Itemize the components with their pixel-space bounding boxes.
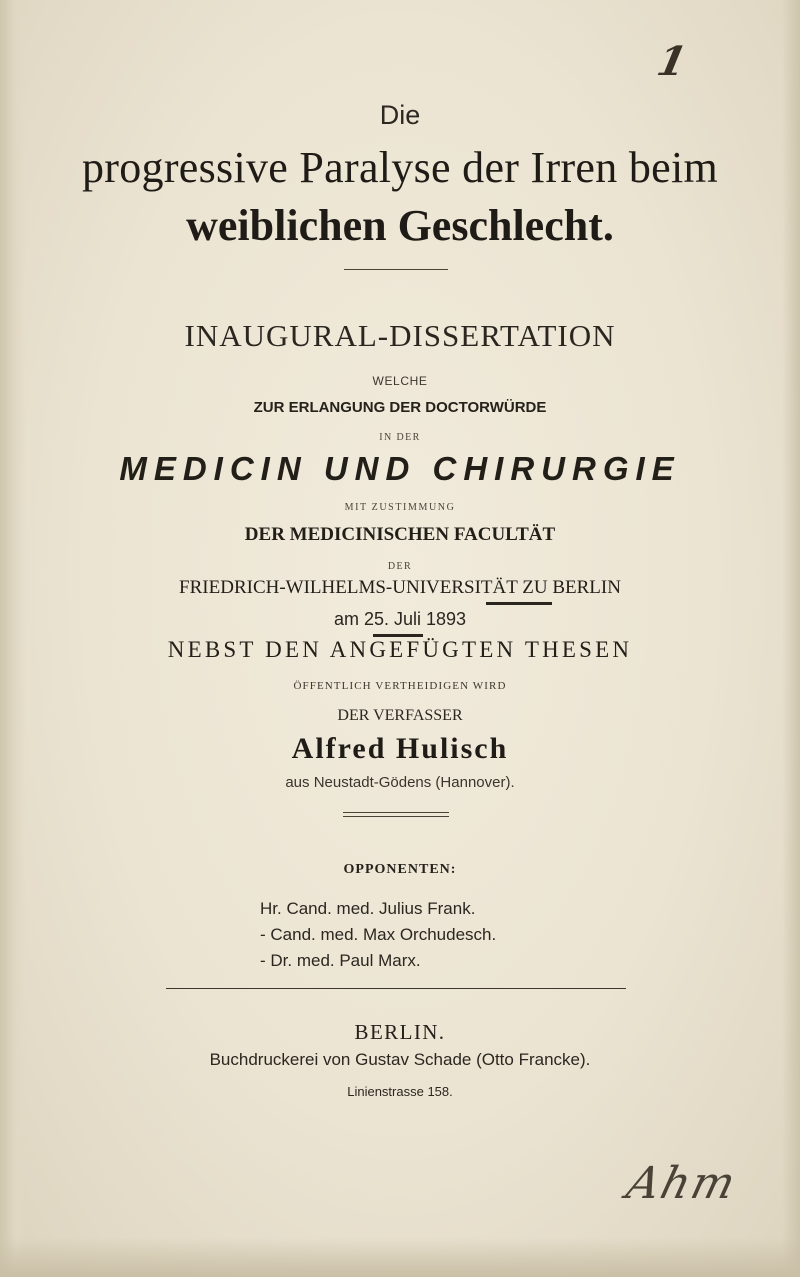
faculty-text: DER MEDICINISCHEN FACULTÄT [244, 524, 556, 545]
title-divider [344, 269, 448, 270]
opponents-heading: OPPONENTEN: [343, 862, 457, 877]
origin-text: aus Neustadt-Gödens (Hannover). [285, 774, 515, 791]
imprint-printer: Buchdruckerei von Gustav Schade (Otto Francke). [209, 1050, 591, 1069]
university-text: FRIEDRICH-WILHELMS-UNIVERSITÄT ZU BERLIN [179, 577, 621, 598]
purpose-text: ZUR ERLANGUNG DER DOCTORWÜRDE [253, 399, 547, 416]
in-der-text: IN DER [379, 432, 421, 443]
date-text: am 25. Juli 1893 [333, 609, 467, 629]
theses-text: NEBST DEN ANGEFÜGTEN THESEN [167, 637, 633, 662]
defended-text: ÖFFENTLICH VERTHEIDIGEN WIRD [293, 680, 507, 692]
title-line-2: progressive Paralyse der Irren beim [81, 143, 719, 192]
author-name: Alfred Hulisch [291, 732, 509, 765]
imprint-address: Linienstrasse 158. [347, 1084, 453, 1099]
mit-zustimmung-text: MIT ZUSTIMMUNG [344, 502, 456, 513]
university-underline [486, 602, 552, 605]
dissertation-heading: INAUGURAL-DISSERTATION [184, 318, 616, 353]
origin-divider-bottom [343, 816, 449, 817]
title-line-1: Die [379, 100, 421, 130]
handwritten-signature: Ahm [621, 1158, 743, 1209]
paper-bottom-edge [0, 1237, 800, 1277]
author-label: DER VERFASSER [337, 707, 463, 724]
origin-divider-top [343, 812, 449, 813]
field-text: MEDICIN UND CHIRURGIE [119, 450, 681, 487]
title-line-3: weiblichen Geschlecht. [186, 201, 614, 250]
imprint-city: BERLIN. [354, 1020, 446, 1044]
imprint-divider [166, 988, 626, 989]
welche-text: WELCHE [372, 374, 428, 388]
opponent-item: - Dr. med. Paul Marx. [260, 951, 421, 970]
der-text: DER [387, 561, 413, 572]
handwritten-corner-mark: 1 [653, 38, 691, 85]
opponent-item: Hr. Cand. med. Julius Frank. [260, 899, 476, 918]
opponent-item: - Cand. med. Max Orchudesch. [260, 925, 497, 944]
opponent-list [260, 896, 496, 974]
